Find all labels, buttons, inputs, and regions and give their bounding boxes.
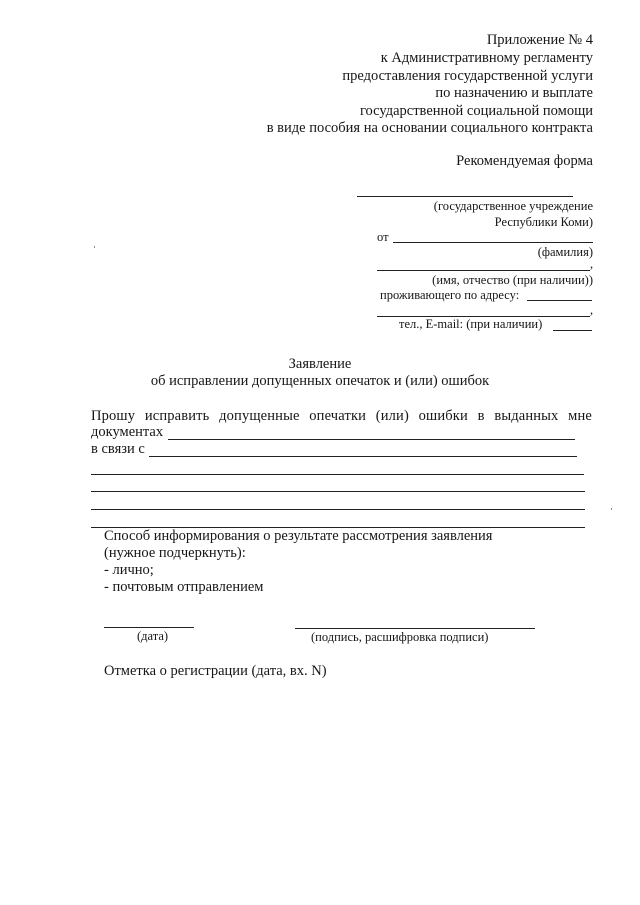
reason-label: в связи с (91, 441, 145, 457)
statement-title: Заявление (288, 356, 352, 372)
blank-line (91, 491, 585, 492)
name-underline (377, 270, 590, 271)
address-label: проживающего по адресу: (380, 288, 520, 302)
appendix-line-1: Приложение № 4 (486, 32, 593, 48)
date-caption: (дата) (137, 629, 169, 643)
appendix-line-5: государственной социальной помощи (359, 103, 593, 119)
notify-line-1: Способ информирования о результате рассмотрения заявления (104, 528, 493, 544)
appendix-line-6: в виде пособия на основании социального контракта (266, 120, 593, 136)
name-caption: (имя, отчество (при наличии)) (432, 273, 593, 287)
appendix-line-2: к Административному регламенту (380, 50, 593, 66)
date-underline (104, 627, 194, 628)
documents-label: документах (91, 424, 164, 440)
address-underline-1 (527, 300, 592, 301)
from-label: от (377, 230, 389, 244)
request-text: Прошу исправить допущенные опечатки (или) ошибки в выданных мне (91, 408, 592, 424)
reason-underline (149, 456, 577, 457)
notify-option-personal: - лично; (104, 562, 154, 578)
registration-label: Отметка о регистрации (дата, вх. N) (104, 663, 327, 679)
notify-option-mail: - почтовым отправлением (104, 579, 264, 595)
scan-speck (94, 246, 95, 248)
institution-caption-2: Республики Коми) (494, 215, 593, 229)
name-comma: , (590, 257, 594, 271)
surname-caption: (фамилия) (537, 245, 593, 259)
statement-subtitle: об исправлении допущенных опечаток и (или) ошибок (150, 373, 490, 389)
contacts-underline (553, 330, 592, 331)
signature-caption: (подпись, расшифровка подписи) (311, 630, 489, 644)
from-underline (393, 242, 593, 243)
form-note: Рекомендуемая форма (456, 153, 593, 169)
blank-line (91, 509, 585, 510)
notify-line-2: (нужное подчеркнуть): (104, 545, 246, 561)
address-comma: , (590, 303, 594, 317)
signature-underline (295, 628, 535, 629)
institution-caption-1: (государственное учреждение (433, 199, 593, 213)
contacts-label: тел., E-mail: (при наличии) (399, 317, 543, 331)
blank-line (91, 474, 584, 475)
institution-underline (357, 196, 573, 197)
appendix-line-3: предоставления государственной услуги (342, 68, 593, 84)
appendix-line-4: по назначению и выплате (435, 85, 593, 101)
scan-speck (611, 508, 612, 510)
documents-underline (168, 439, 575, 440)
